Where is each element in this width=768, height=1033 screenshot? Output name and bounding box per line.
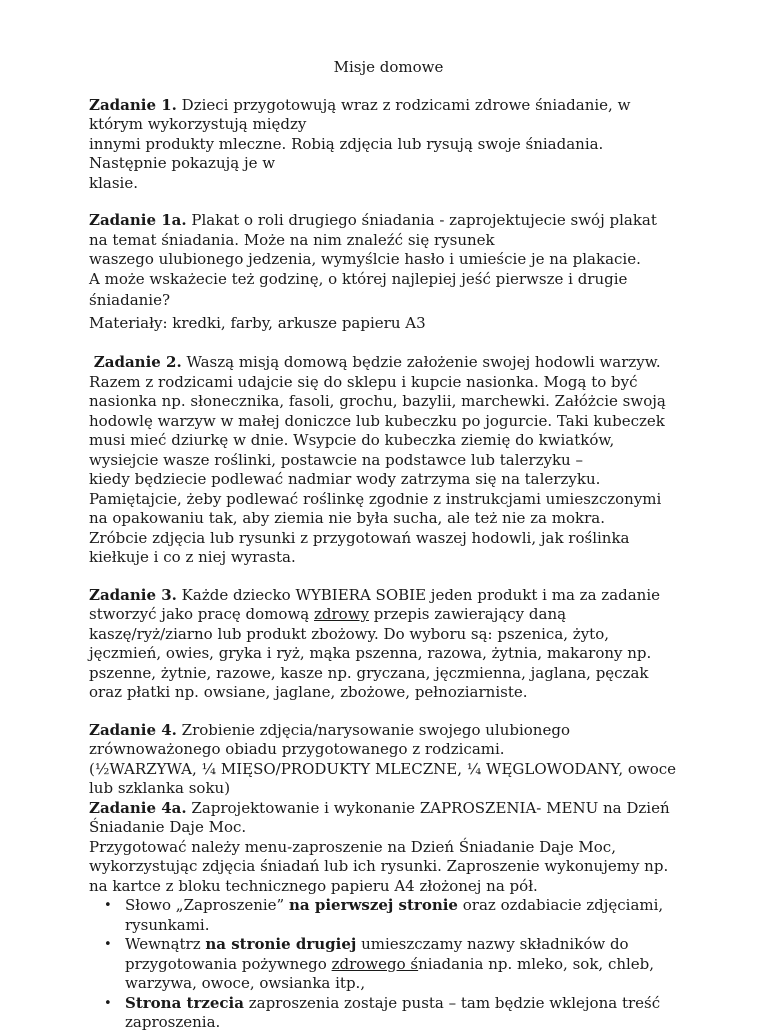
bullet-icon: • (104, 937, 112, 952)
invitation-steps-list (89, 896, 688, 1033)
task-4a: Zadanie 4a. Zaprojektowanie i wykonanie ZAPROSZENIA- MENU na Dzień Śniadanie Daje Moc. Przygotować należy menu-zaproszenie na Dzień Śniadanie Daje Moc, wykorzystując zdjęcia śniadań lub ich rysunki. Zaproszenie wykonujemy np. na kartce z bloku technicznego papieru A4 złożonej na pół. (89, 798, 670, 895)
task-2: Zadanie 2. Waszą misją domową będzie założenie swojej hodowli warzyw. Razem z rodzicami udajcie się do sklepu i kupcie nasionka. Mogą to być nasionka np. słonecznika, fasoli, grochu, bazylii, marchewki. Załóżcie swoją hodowlę warzyw w małej doniczce lub kubeczku po jogurcie. Taki kubeczek musi mieć dziurkę w dnie. Wsypcie do kubeczka ziemię do kwiatków, wysiejcie wasze roślinki, postawcie na podstawce lub talerzyku – kiedy będziecie podlewać nadmiar wody zatrzyma się na talerzyku. Pamiętajcie, żeby podlewać roślinkę zgodnie z instrukcjami umieszczonymi na opakowaniu tak, aby ziemia nie była sucha, ale też nie za mokra. Zróbcie zdjęcia lub rysunki z przygotowań waszej hodowli, jak roślinka kiełkuje i co z niej wyrasta. (89, 353, 666, 566)
task-1a: Zadanie 1a. Plakat o roli drugiego śniadania - zaprojektujecie swój plakat na temat śniadania. Może na nim znaleźć się rysunek waszego ulubionego jedzenia, wymyślcie hasło i umieście je na plakacie. A może wskażecie też godzinę, o której najlepiej jeść pierwsze i drugie śniadanie? Materiały: kredki, farby, arkusze papieru A3 (89, 211, 657, 332)
list-item: • Wewnątrz na stronie drugiej umieszczamy nazwy składników do przygotowania pożywnego zdrowego śniadania np. mleko, sok, chleb, warzywa, owoce, owsianka itp., (104, 935, 655, 992)
bullet-icon: • (104, 995, 112, 1011)
task-4a-heading: Zadanie 4a. (89, 798, 187, 817)
underlined-word: zdrowy (314, 605, 370, 623)
list-item: • Strona trzecia zaproszenia zostaje pusta – tam będzie wklejona treść zaproszenia. (104, 993, 661, 1031)
document-title: Misje domowe (333, 58, 444, 76)
list-item: • Słowo „Zaproszenie” na pierwszej stronie oraz ozdabiacie zdjęciami, rysunkami. (104, 896, 664, 934)
task-3-heading: Zadanie 3. (89, 585, 177, 604)
task-1a-heading: Zadanie 1a. (89, 211, 187, 229)
task-1: Zadanie 1. Dzieci przygotowują wraz z rodzicami zdrowe śniadanie, w którym wykorzystują między innymi produkty mleczne. Robią zdjęcia lub rysują swoje śniadania. Następnie pokazują je w klasie. (89, 95, 631, 192)
task-1-heading: Zadanie 1. (89, 95, 177, 114)
bullet-icon: • (104, 898, 112, 913)
task-4: Zadanie 4. Zrobienie zdjęcia/narysowanie swojego ulubionego zrównoważonego obiadu przygotowanego z rodzicami. (½WARZYWA, ¼ MIĘSO/PRODUKTY MLECZNE, ¼ WĘGLOWODANY, owoce lub szklanka soku) (89, 720, 677, 797)
task-3: Zadanie 3. Każde dziecko WYBIERA SOBIE jeden produkt i ma za zadanie stworzyć jako pracę domową zdrowy przepis zawierający daną kaszę/ryż/ziarno lub produkt zbożowy. Do wyboru są: pszenica, żyto, jęczmień, owies, gryka i ryż, mąka pszenna, razowa, żytnia, makarony np. pszenne, żytnie, razowe, kasze np. gryczana, jęczmienna, jaglana, pęczak oraz płatki np. owsiane, jaglane, zbożowe, pełnoziarniste. (89, 585, 661, 701)
task-2-heading: Zadanie 2. (93, 353, 182, 371)
task-4-heading: Zadanie 4. (89, 720, 177, 739)
underlined-word: zdrowego ś (331, 954, 419, 973)
